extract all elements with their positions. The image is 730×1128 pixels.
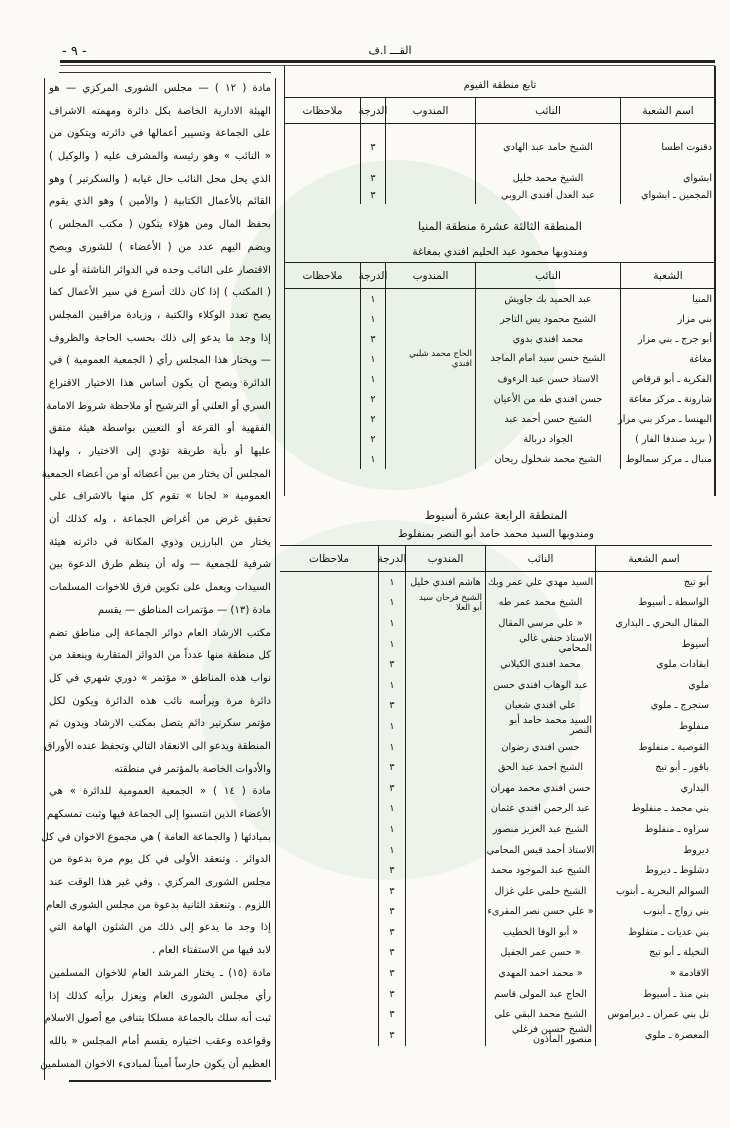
column-header: النائب (475, 263, 620, 289)
delegate-name (405, 1004, 485, 1025)
deputy-name: « علي حسن نصر المقرىء (485, 902, 595, 923)
table-row (285, 369, 715, 389)
table-header-row (280, 545, 712, 572)
notes (280, 675, 378, 696)
branch-name: المجمين ـ ابشواي (620, 187, 715, 204)
article-line: يختار من البارزين وذوي المكانة في دائرته هيئة (49, 536, 271, 548)
article-line: اللزوم . وتنعقد الثانية بدعوة من مجلس الشورى العام (46, 899, 271, 911)
table-row (285, 409, 715, 429)
article-line: المجلس أن يختار من بين أعضائه أو من أعضاء الجمعية (41, 468, 271, 480)
page-number: - ٩ - (62, 44, 87, 59)
notes (285, 170, 360, 187)
article-line: الاقتصار على النائب وحده في الدوائر الناشئة أو على (49, 264, 271, 276)
grade: ٢ (360, 429, 385, 449)
article-line: يصح تعدد الوكلاء والكتبة ، وزيادة مراقبين المجلس (49, 309, 271, 321)
notes (280, 716, 378, 737)
branch-name: المنيا (620, 289, 715, 309)
deputy-name: حسن افندي محمد مهران (485, 778, 595, 799)
delegate-name (405, 902, 485, 923)
branch-name: البهنسا ـ مركز بني مزار (620, 409, 715, 429)
table-row (280, 860, 712, 881)
table-row (285, 429, 715, 449)
article-line: بمبادئها ( والجماعة العامة ) هي مجموع الاخوان في كل (41, 831, 271, 843)
table3-subtitle: ومندوبها السيد محمد حامد أبو النصر بمنفلوط (398, 528, 594, 540)
article-line: مجلس الشورى المركزي . وفي غير هذا الوقت عند (49, 877, 271, 889)
article-line: الدائرة ويصح أن يكون أساس هذا الاختيار الاقتراع (49, 377, 271, 389)
grade: ١ (360, 349, 385, 369)
notes (285, 329, 360, 349)
deputy-name: الحاج عبد المولى قاسم (485, 984, 595, 1005)
delegate-name (405, 634, 485, 655)
notes (280, 902, 378, 923)
delegate-name (385, 124, 475, 170)
branch-name: دقنوت اطسا (620, 124, 715, 170)
grade: ٣ (360, 187, 385, 204)
notes (285, 409, 360, 429)
grade: ١ (378, 572, 405, 593)
branch-name: السوالم البحرية ـ أبنوب (595, 881, 712, 902)
table-assiut (280, 545, 712, 1046)
table-row (280, 778, 712, 799)
deputy-name: الشيخ حسن سيد امام الماجد (475, 349, 620, 369)
column-header: النائب (475, 98, 620, 124)
column-header: المندوب (385, 263, 475, 289)
article-line: مادة ( ١٤ ) « الجمعية العمومية للدائرة » هي (49, 786, 271, 798)
grade: ١ (378, 737, 405, 758)
article-line: الدوائر . وتنعقد الأولى في كل يوم مرة بدعوة من (49, 854, 271, 866)
grade: ١ (378, 819, 405, 840)
delegate-name (405, 819, 485, 840)
branch-name: منبال ـ مركز سمالوط (620, 449, 715, 469)
delegate-name (405, 922, 485, 943)
deputy-name: محمد افندي الكيلاني (485, 654, 595, 675)
column-header: النائب (485, 546, 595, 572)
article-line: بحفظ المال ومن هؤلاء يتكون ( مكتب المجلس ) (49, 219, 271, 231)
branch-name: سراوه ـ منفلوط (595, 819, 712, 840)
grade: ٣ (378, 1004, 405, 1025)
delegate-name (405, 613, 485, 634)
header-rule (60, 60, 715, 63)
table-row (280, 675, 712, 696)
branch-name: بني منذ ـ أسيوط (595, 984, 712, 1005)
deputy-name: الشيخ احمد عبد الحق (485, 757, 595, 778)
branch-name: بني محمد ـ منفلوط (595, 799, 712, 820)
table-row (280, 593, 712, 614)
branch-name: بني زواج ـ أبنوب (595, 902, 712, 923)
table-row (280, 572, 712, 593)
delegate-name (405, 860, 485, 881)
column-bottom-rule (69, 1080, 271, 1082)
deputy-name: الاستاذ أحمد قيس المحامي (485, 840, 595, 861)
grade: ١ (360, 449, 385, 469)
grade: ١ (360, 369, 385, 389)
delegate-name (385, 309, 475, 329)
deputy-name: الشيخ حلمي علي غزال (485, 881, 595, 902)
deputy-name: الشيخ حسين فرغلي منصور المأذون (485, 1025, 595, 1046)
column-header: اسم الشعبة (620, 98, 715, 124)
deputy-name: الشيخ حامد عبد الهادي (475, 124, 620, 170)
notes (280, 757, 378, 778)
delegate-name: الحاج محمد شلبي افندي (385, 349, 475, 369)
branch-name: شارونة ـ مركز مغاغة (620, 389, 715, 409)
delegate-name (405, 778, 485, 799)
deputy-name: الشيخ عبد العزيز منصور (485, 819, 595, 840)
notes (285, 187, 360, 204)
deputy-name: عبد الحميد بك جاويش (475, 289, 620, 309)
article-line: والأدوات الخاصة بالمؤتمر في منطقته (114, 763, 271, 775)
notes (280, 613, 378, 634)
article-line: السيدات ويعمل على تكوين فرق للاخوات المسلمات (49, 582, 271, 594)
delegate-name (405, 799, 485, 820)
deputy-name: الشيخ محمد شخلول ريحان (475, 449, 620, 469)
article-line: مادة (١٥) ـ يختار المرشد العام للاخوان المسلمين (49, 967, 272, 979)
delegate-name (405, 943, 485, 964)
deputy-name: الجواد دربالة (475, 429, 620, 449)
table-row (280, 613, 712, 634)
table-row (280, 984, 712, 1005)
deputy-name: حسن افندي رضوان (485, 737, 595, 758)
branch-name: ابشواي (620, 170, 715, 187)
table-row (280, 963, 712, 984)
notes (280, 634, 378, 655)
delegate-name (405, 654, 485, 675)
notes (285, 309, 360, 329)
notes (280, 840, 378, 861)
table-row (280, 757, 712, 778)
notes (280, 778, 378, 799)
article-line: « النائب » وهو رئيسه والمشرف عليه ( والوكيل ) (49, 151, 271, 163)
table-row (280, 716, 712, 737)
grade: ١ (360, 309, 385, 329)
table-header-row (285, 262, 715, 289)
notes (280, 696, 378, 717)
article-line: العظيم أن يكون حارساً أميناً لمبادىء الاخوان المسلمين (40, 1058, 271, 1070)
grade: ٢ (360, 409, 385, 429)
table-row (280, 881, 712, 902)
article-line: مادة (١٣) — مؤتمرات المناطق — يقسم (97, 604, 271, 616)
grade: ٣ (360, 124, 385, 170)
branch-name: باقور ـ أبو تيج (595, 757, 712, 778)
notes (280, 737, 378, 758)
delegate-name (405, 737, 485, 758)
notes (280, 799, 378, 820)
branch-name: تل بني عمران ـ ديراموس (595, 1004, 712, 1025)
grade: ١ (378, 593, 405, 614)
branch-name: ( بريد صندفا الفار ) (620, 429, 715, 449)
article-line: كل منطقة منها عدداً من الدوائر المتقاربة وينعقد من (49, 650, 271, 662)
notes (285, 449, 360, 469)
column-header: الدرجة (360, 98, 385, 124)
article-line: السري أو العلني أو الترشيح أو ملاحظة شروط الامامة (46, 400, 271, 412)
branch-name: مغاغة (620, 349, 715, 369)
table-row (285, 329, 715, 349)
table-row (280, 840, 712, 861)
grade: ٣ (378, 654, 405, 675)
article-line: لابد فيها من الاستفتاء العام . (151, 945, 271, 957)
deputy-name: « أبو الوفا الخطيب (485, 922, 595, 943)
notes (280, 881, 378, 902)
deputy-name: « حسن عمر الجفيل (485, 943, 595, 964)
delegate-name (405, 696, 485, 717)
notes (280, 1004, 378, 1025)
article-line: ثبت أنه سلك بالجماعة مسلكا يتنافى مع أصول الاسلام (44, 1013, 271, 1025)
table-row (280, 922, 712, 943)
deputy-name: الاستاذ حنفي غالي المحامي (485, 634, 595, 655)
notes (280, 922, 378, 943)
grade: ١ (378, 716, 405, 737)
deputy-name: حسن افندي طه من الأعيان (475, 389, 620, 409)
grade: ٣ (378, 984, 405, 1005)
notes (285, 349, 360, 369)
grade: ١ (360, 289, 385, 309)
table-row (285, 349, 715, 369)
branch-name: البداري (595, 778, 712, 799)
article-line: نواب هذه المناطق « مؤتمر » دوري شهري في كل (49, 672, 271, 684)
article-line: شرفية للجمعية — وله أن ينظم طرق الدعوة بين (49, 559, 271, 571)
delegate-name (405, 881, 485, 902)
grade: ٣ (378, 696, 405, 717)
deputy-name: الاستاذ حسن عبد الرءوف (475, 369, 620, 389)
notes (280, 654, 378, 675)
table-row (280, 943, 712, 964)
branch-name: النخيلة ـ أبو تيج (595, 943, 712, 964)
article-line: مادة ( ١٢ ) — مجلس الشورى المركزي — هو (49, 83, 271, 94)
article-line: مؤتمر سكرتير دائم يتصل بمكتب الارشاد ويدون ثم (49, 718, 271, 730)
notes (280, 593, 378, 614)
grade: ١ (378, 613, 405, 634)
notes (280, 1025, 378, 1046)
branch-name: القوصية ـ منفلوط (595, 737, 712, 758)
article-line: — ويختار هذا المجلس رأي ( الجمعية العمومية ) في (49, 355, 271, 367)
article-line: الهيئة الادارية الخاصة بكل دائرة ومهمته الاشراف (49, 105, 271, 117)
branch-name: بني عديات ـ منفلوط (595, 922, 712, 943)
article-line: على الجماعة وتسيير أعمالها في دائرته ويتكون من (49, 128, 271, 140)
table-row (280, 1004, 712, 1025)
branch-name: ابقادات ملوي (595, 654, 712, 675)
article-line: وقواعده وعقب اختياره يقسم أمام المجلس « بالله (49, 1035, 271, 1047)
column-header: الدرجة (360, 263, 385, 289)
grade: ٣ (378, 1025, 405, 1046)
branch-name: الاقادمة « (595, 963, 712, 984)
notes (280, 963, 378, 984)
column-header: المندوب (405, 546, 485, 572)
grade: ٣ (378, 860, 405, 881)
branch-name: ديروط (595, 840, 712, 861)
delegate-name (385, 170, 475, 187)
grade: ٣ (378, 943, 405, 964)
deputy-name: « محمد احمد المهدي (485, 963, 595, 984)
delegate-name (405, 757, 485, 778)
deputy-name: محمد افندي بدوي (475, 329, 620, 349)
delegate-name (385, 429, 475, 449)
delegate-name (405, 675, 485, 696)
column-header: الشعبة (620, 263, 715, 289)
table-row (280, 654, 712, 675)
delegate-name (385, 187, 475, 204)
grade: ١ (378, 634, 405, 655)
notes (280, 572, 378, 593)
delegate-name: الشيخ فرحان سيد أبو العلا (405, 593, 485, 614)
notes (285, 389, 360, 409)
table-row (285, 449, 715, 469)
grade: ٣ (378, 778, 405, 799)
deputy-name: عبد الوهاب افندي حسن (485, 675, 595, 696)
table-row (280, 799, 712, 820)
notes (280, 943, 378, 964)
delegate-name (385, 409, 475, 429)
table-row (285, 389, 715, 409)
branch-name: أبو جرج ـ بني مزار (620, 329, 715, 349)
table-fayoum (285, 97, 715, 204)
delegate-name (405, 716, 485, 737)
grade: ٣ (378, 757, 405, 778)
delegate-name: هاشم افندي خليل (405, 572, 485, 593)
grade: ٣ (378, 902, 405, 923)
table-row (280, 737, 712, 758)
deputy-name: عبد الرحمن افندي عثمان (485, 799, 595, 820)
article-line: رأي مجلس الشورى العام ويعزل برأيه كذلك إذا (49, 990, 271, 1002)
delegate-name (405, 840, 485, 861)
article-line: ويضم اليهم عدد من ( الأعضاء ) للشورى ويصح (49, 241, 271, 253)
column-header: ملاحظات (280, 546, 378, 572)
deputy-name: السيد محمد حامد أبو النصر (485, 716, 595, 737)
article-column (40, 78, 276, 1080)
branch-name: بني مزار (620, 309, 715, 329)
deputy-name: الشيخ حسن أحمد عبد (475, 409, 620, 429)
branch-name: أبو تيج (595, 572, 712, 593)
column-top-rule (59, 72, 271, 73)
notes (285, 289, 360, 309)
branch-name: سنجرج ـ ملوي (595, 696, 712, 717)
header-rule-thin (60, 65, 715, 66)
deputy-name: علي افندي شعبان (485, 696, 595, 717)
table-row (285, 187, 715, 204)
column-header: ملاحظات (285, 263, 360, 289)
table-minya (285, 262, 715, 469)
grade: ٣ (378, 963, 405, 984)
article-line: المنطقة ويدعو الى الانعقاد التالي وتحفظ عنده الأوراق (44, 740, 271, 752)
article-line: الفقهية أو القرعة أو التعيين بواسطة هيئة متفق (49, 423, 271, 435)
running-title: القـــ ا.ف (368, 44, 412, 57)
notes (285, 124, 360, 170)
notes (285, 369, 360, 389)
column-header: اسم الشعبة (595, 546, 712, 572)
table1-title: تابع منطقة الفيوم (463, 80, 537, 91)
column-header: الدرجة (378, 546, 405, 572)
grade: ٣ (360, 329, 385, 349)
table-row (285, 170, 715, 187)
table2-subtitle: ومندوبها محمود عبد الحليم افندي بمغاغة (412, 246, 588, 258)
delegate-name (405, 1025, 485, 1046)
branch-name: المقال البحري ـ البداري (595, 613, 712, 634)
table-row (280, 696, 712, 717)
branch-name: ملوي (595, 675, 712, 696)
article-line: الذي يحل محل النائب حال غيابه ( والسكرتير ) وهو (49, 173, 271, 185)
branch-name: دشلوط ـ ديروط (595, 860, 712, 881)
branch-name: الفكرية ـ أبو قرقاص (620, 369, 715, 389)
branch-name: المعصرة ـ ملوي (595, 1025, 712, 1046)
table-row (285, 289, 715, 309)
branch-name: منفلوط (595, 716, 712, 737)
table-header-row (285, 97, 715, 124)
column-header: ملاحظات (285, 98, 360, 124)
article-line: القائم بالأعمال الكتابية ( والأمين ) وهو الذي يقوم (49, 196, 271, 208)
branch-name: أسيوط (595, 634, 712, 655)
notes (280, 819, 378, 840)
article-line: إذا وجد ما يدعو إلى ذلك بحسب الحاجة والظروف (49, 332, 271, 344)
deputy-name: عبد العدل أفندي الروبي (475, 187, 620, 204)
grade: ٣ (360, 170, 385, 187)
deputy-name: الشيخ محمد البقي علي (485, 1004, 595, 1025)
table-row (285, 124, 715, 170)
article-line: دائرة مرة ويرأسه نائب هذه الدائرة ويكون لكل (49, 695, 271, 707)
deputy-name: « علي مرسي المقال (485, 613, 595, 634)
grade: ١ (378, 675, 405, 696)
notes (280, 984, 378, 1005)
article-line: مكتب الارشاد العام دوائر الجماعة إلى مناطق تضم (49, 627, 271, 639)
grade: ٣ (378, 922, 405, 943)
deputy-name: الشيخ محمد عمر طه (485, 593, 595, 614)
table-row (285, 309, 715, 329)
article-line: ( المكتب ) إذا كان ذلك أسرع في سير الأعمال كما (49, 287, 271, 299)
article-line: الأعضاء الذين انتسبوا إلى الجماعة فيها وثبت تمسكهم (47, 809, 271, 820)
delegate-name (405, 963, 485, 984)
deputy-name: الشيخ محمد خليل (475, 170, 620, 187)
grade: ١ (378, 799, 405, 820)
column-header: المندوب (385, 98, 475, 124)
table-row (280, 1025, 712, 1046)
delegate-name (385, 389, 475, 409)
table-row (280, 634, 712, 655)
delegate-name (405, 984, 485, 1005)
deputy-name: الشيخ عبد الموجود محمد (485, 860, 595, 881)
delegate-name (385, 369, 475, 389)
article-line: تحقيق غرض من أغراض الجماعة ، وله كذلك أن (49, 514, 271, 526)
branch-name: الواسطة ـ أسيوط (595, 593, 712, 614)
delegate-name (385, 289, 475, 309)
grade: ١ (378, 840, 405, 861)
article-line: إذا وجد ما يدعو إلى ذلك من الشئون الهامة التي (49, 922, 271, 934)
notes (285, 429, 360, 449)
deputy-name: السيد مهدي علي عمر وبك (485, 572, 595, 593)
table2-title: المنطقة الثالثة عشرة منطقة المنيا (418, 219, 582, 233)
table-row (280, 819, 712, 840)
article-line: عليها أو بأية طريقة تؤدي إلى الاختيار ، ولهذا (49, 446, 271, 457)
table3-title: المنطقة الرابعة عشرة أسيوط (424, 508, 568, 522)
delegate-name (385, 329, 475, 349)
grade: ٢ (360, 389, 385, 409)
notes (280, 860, 378, 881)
delegate-name (385, 449, 475, 469)
grade: ٣ (378, 881, 405, 902)
article-line: العمومية « لجانا » تقوم كل منها بالاشراف على (49, 491, 271, 503)
table-row (280, 902, 712, 923)
deputy-name: الشيخ محمود يس التاجر (475, 309, 620, 329)
